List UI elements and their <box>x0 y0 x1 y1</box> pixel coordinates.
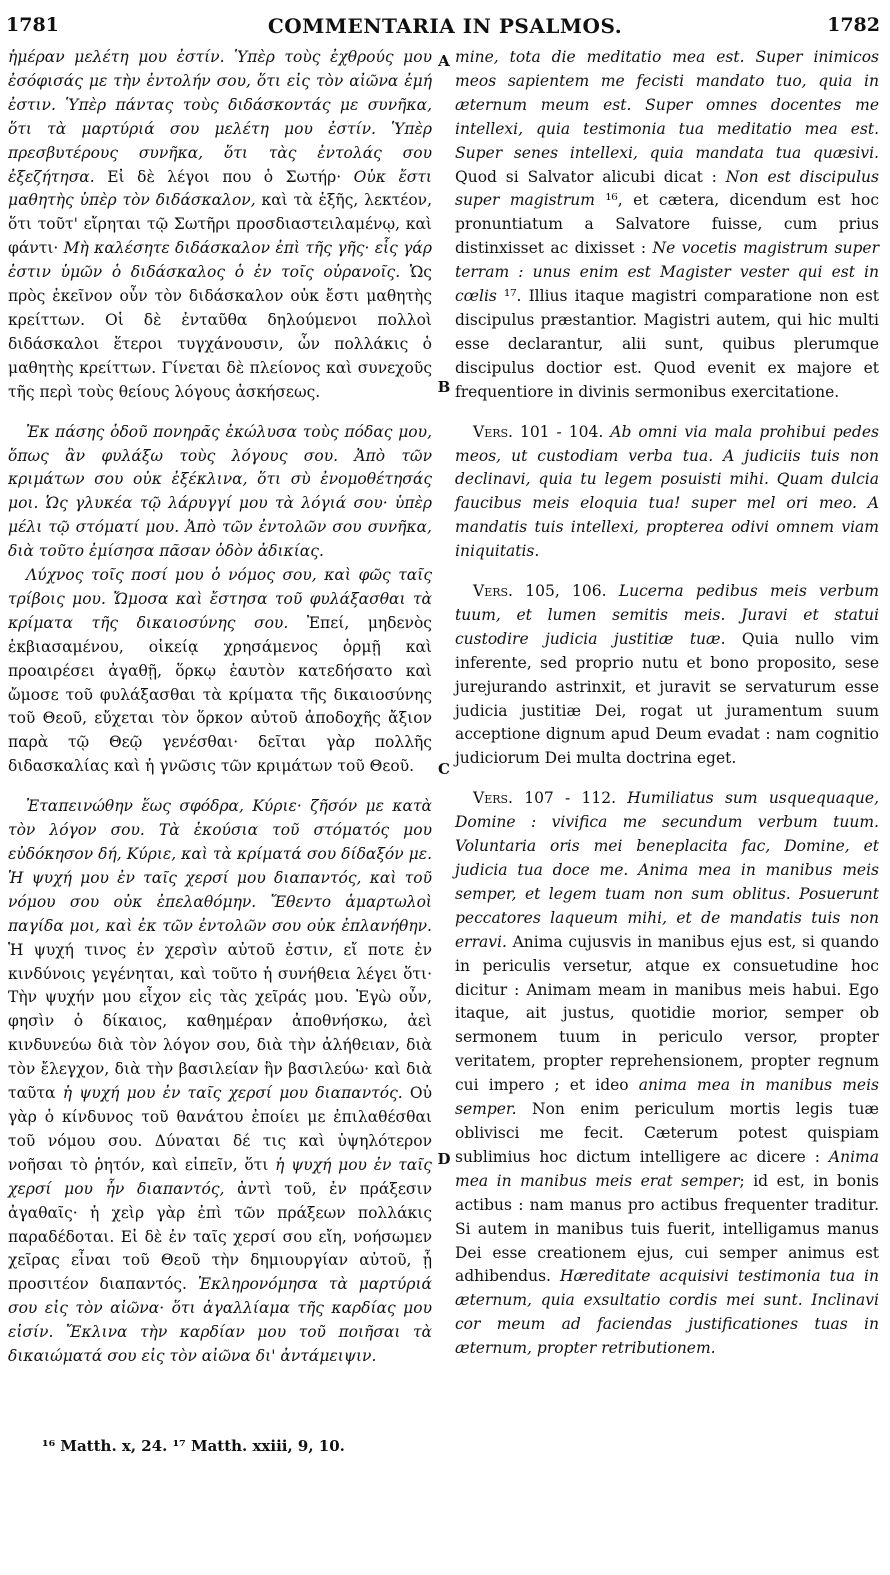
footnote-ref: ¹⁶, <box>594 191 623 210</box>
greek-text: Ἐταπεινώθην ἕως σφόδρα, Κύριε· ζῆσόν με κατὰ τὸν λόγον σου. Τὰ ἑκούσια τοῦ στόματός μου εὐδόκησον δή, Κύριε, καὶ τὰ κρίματά σου δίδαξόν με. Ἡ ψυχή μου ἐν ταῖς χερσί μου διαπαντός, καὶ τοῦ νόμου σου οὐκ ἐπελαθόμην. Ἔθεντο ἁμαρτωλοὶ παγίδα μοι, καὶ ἐκ τῶν ἐντολῶν σου οὐκ ἐπλανήθην. <box>8 797 432 935</box>
latin-paragraph-2 <box>455 421 879 564</box>
greek-paragraph-4 <box>8 795 432 1369</box>
verse-reference: Vers. 101 - 104. <box>473 422 604 441</box>
latin-text: Lucerna pedibus meis verbum tuum, et lumen semitis meis. Juravi et statui custodire judicia justitiæ tuæ. <box>455 582 879 648</box>
latin-text: Non enim periculum mortis legis tuæ oblivisci me fecit. Cæterum potest quispiam sublimius hoc dictum intelligere ac dicere : <box>455 1100 879 1166</box>
greek-text: ἡ ψυχή μου ἐν ταῖς χερσί μου διαπαντός. <box>55 1084 403 1103</box>
greek-paragraph-2 <box>8 421 432 564</box>
latin-text: Anima mea in manibus meis erat semper <box>455 1147 879 1190</box>
margin-marker-a: A <box>438 52 450 70</box>
greek-paragraph-3 <box>8 564 432 779</box>
greek-column <box>8 46 432 1369</box>
latin-text: anima mea in manibus meis semper. <box>455 1076 879 1119</box>
running-title: COMMENTARIA IN PSALMOS. <box>267 14 623 38</box>
latin-text: ; id est, in bonis actibus : nam manus pro actibus frequenter traditur. Si autem in manibus tuis fuerit, intelligamus manus Dei esse creationem ejus, cui semper animus est adhibendus. <box>455 1171 880 1286</box>
latin-paragraph-1 <box>455 46 879 405</box>
page-header <box>0 14 890 42</box>
latin-paragraph-3 <box>455 580 879 771</box>
greek-text: Οὐκ ἔστι μαθητὴς ὑπὲρ τὸν διδάσκαλον, <box>8 167 432 210</box>
greek-text: Ἐπεί, μηδενὸς ἐκβιασαμένου, οἰκείᾳ χρησάμενος ὁρμῇ καὶ προαιρέσει ἀγαθῇ, ὅρκῳ ἑαυτὸν κατεδήσατο καὶ ὤμοσε τοῦ φυλάξασθαι τὰ κρίματα τῆς δικαιοσύνης τοῦ Θεοῦ, εὔχεται τὸν ὅρκον αὐτοῦ ἀποδοχῆς ἄξιον παρὰ τῷ Θεῷ γενέσθαι· δεῖται γὰρ πολλῆς διδασκαλίας καὶ ἡ γνῶσις τῶν κριμάτων τοῦ Θεοῦ. <box>8 613 432 776</box>
page-number-left: 1781 <box>6 14 59 36</box>
latin-text: Hæreditate acquisivi testimonia tua in æternum, quia exsultatio cordis mei sunt. Inclinavi cor meum ad faciendas justificationes tuas in æternum, propter retributionem. <box>455 1267 879 1358</box>
greek-text: Ἡ ψυχή τινος ἐν χερσὶν αὐτοῦ ἐστιν, εἴ ποτε ἐν κινδύνοις γεγένηται, καὶ τοῦτο ἡ συνήθεια λέγει ὅτι· Τὴν ψυχήν μου εἶχον εἰς τὰς χεῖράς μου. Ἐγὼ οὖν, φησὶν ὁ δίκαιος, καθημέραν ἀποθνήσκω, ἀεὶ κινδυνεύω διὰ τὸν λόγον σου, διὰ τὴν ἀλήθειαν, διὰ τὸν ἔλεγχον, διὰ τὴν βασιλείαν ἣν βασιλεύω· καὶ διὰ ταῦτα <box>8 940 432 1103</box>
latin-text: et cætera, dicendum est hoc pronuntiatum a Salvatore fuisse, cum prius distinxisset ac dixisset : <box>455 191 880 258</box>
latin-text: Anima cujusvis in manibus ejus est, si quando in periculis versetur, atque ex consuetudine hoc dicitur : Animam meam in manibus meis habui. Ego itaque, ait justus, quotidie morior, semper ob sermonem tuum in periculo versor, propter veritatem, propter reprehensionem, propter regnum cui impero ; et ideo <box>455 932 879 1095</box>
greek-text: ἡμέραν μελέτη μου ἐστίν. Ὑπὲρ τοὺς ἐχθρούς μου ἐσόφισάς με τὴν ἐντολήν σου, ὅτι εἰς τὸν αἰῶνα ἐμή ἐστιν. Ὑπὲρ πάντας τοὺς διδάσκοντάς με συνῆκα, ὅτι τὰ μαρτύριά σου μελέτη μου ἐστίν. Ὑπὲρ πρεσβυτέρους συνῆκα, ὅτι τὰς ἐντολάς σου ἐξεζήτησα. <box>8 48 432 186</box>
latin-column <box>455 46 879 1361</box>
greek-text: Ἐκληρονόμησα τὰ μαρτύριά σου εἰς τὸν αἰῶνα· ὅτι ἀγαλλίαμα τῆς καρδίας μου εἰσίν. Ἔκλινα τὴν καρδίαν μου τοῦ ποιῆσαι τὰ δικαιώματά σου εἰς τὸν αἰῶνα δι' ἀντάμειψιν. <box>8 1275 433 1366</box>
verse-reference: Vers. 105, 106. <box>473 582 607 601</box>
latin-text: Ne vocetis magistrum super terram : unus enim est Magister vester qui est in cœlis <box>455 239 879 306</box>
latin-text: Quod si Salvator alicubi dicat : <box>455 167 726 186</box>
footnote-ref: ¹⁷. <box>496 287 522 306</box>
margin-marker-c: C <box>438 760 450 778</box>
greek-text: Εἰ δὲ λέγοι που ὁ Σωτήρ· <box>94 167 342 186</box>
latin-text: Humiliatus sum usquequaque, Domine : vivifica me secundum verbum tuum. Voluntaria oris mei beneplacita fac, Domine, et judicia tua doce me. Anima mea in manibus meis semper, et legem tuam non sum oblitus. Posuerunt peccatores laqueum mihi, et de mandatis tuis non erravi. <box>455 789 879 951</box>
greek-text: ἀντὶ τοῦ, ἐν πράξεσιν ἀγαθαῖς· ἡ χεὶρ γὰρ ἐπὶ τῶν πράξεων πολλάκις παραδέδοται. Εἰ δὲ ἐν ταῖς χερσί σου εἴη, νοήσωμεν χεῖρας εἶναι τοῦ Θεοῦ τὴν δημιουργίαν αὐτοῦ, ᾗ προσιτέον διαπαντός. <box>8 1179 432 1294</box>
greek-text: Ὡς πρὸς ἐκεῖνον οὖν τὸν διδάσκαλον οὐκ ἔστι μαθητὴς κρείττων. Οἱ δὲ ἐνταῦθα δηλούμενοι πολλοὶ διδάσκαλοι ἕτεροι τυγχάνουσιν, ὧν πολλάκις ὁ μαθητὴς κρείττων. Γίνεται δὲ πλείονος καὶ συνεχοῦς τῆς περὶ τοὺς θείους λόγους ἀσκήσεως. <box>8 263 432 401</box>
margin-marker-b: B <box>437 378 451 396</box>
latin-text: Quia nullo vim inferente, sed proprio nutu et bono proposito, sese jurejurando astrinxit, et juravit se servaturum esse judicia justitiæ Dei, rogat ut juramentum suum acceptione dignum apud Deum evadat : nam cognitio judiciorum Dei multa doctrina eget. <box>455 629 879 768</box>
latin-text: Ab omni via mala prohibui pedes meos, ut custodiam verba tua. A judiciis tuis non declinavi, quia tu legem posuisti mihi. Quam dulcia faucibus meis eloquia tua! super mel ori meo. A mandatis tuis intellexi, propterea odivi omnem viam iniquitatis. <box>455 422 879 561</box>
latin-text: mine, tota die meditatio mea est. Super inimicos meos sapientem me fecisti mandato tuo, quia in æternum meum est. Super omnes docentes me intellexi, quia testimonia tua meditatio mea est. Super senes intellexi, quia mandata tua quæsivi. <box>455 48 879 162</box>
page-number-right: 1782 <box>827 14 880 36</box>
greek-text: Ἐκ πάσης ὁδοῦ πονηρᾶς ἐκώλυσα τοὺς πόδας μου, ὅπως ἂν φυλάξω τοὺς λόγους σου. Ἀπὸ τῶν κριμάτων σου οὐκ ἐξέκλινα, ὅτι σὺ ἐνομοθέτησάς μοι. Ὡς γλυκέα τῷ λάρυγγί μου τὰ λόγιά σου· ὑπὲρ μέλι τῷ στόματί μου. Ἀπὸ τῶν ἐντολῶν σου συνῆκα, διὰ τοῦτο ἐμίσησα πᾶσαν ὁδὸν ἀδικίας. <box>8 422 432 561</box>
greek-text: ἡ ψυχή μου ἐν ταῖς χερσί μου ἦν διαπαντός, <box>8 1155 432 1198</box>
margin-marker-d: D <box>437 1150 451 1168</box>
greek-text: Μὴ καλέσητε διδάσκαλον ἐπὶ τῆς γῆς· εἷς γάρ ἐστιν ὑμῶν ὁ διδάσκαλος ὁ ἐν τοῖς οὐρανοῖς. <box>8 239 432 282</box>
footnotes: ¹⁶ Matth. x, 24. ¹⁷ Matth. xxiii, 9, 10. <box>42 1437 345 1455</box>
latin-text: Illius itaque magistri comparatione non est discipulus præstantior. Magistri autem, qui hic multi esse declarantur, alii sunt, quibus plerumque discipulus doctior est. Quod evenit ex majore et frequentiore in divinis sermonibus exercitatione. <box>455 287 880 401</box>
greek-text: Λύχνος τοῖς ποσί μου ὁ νόμος σου, καὶ φῶς ταῖς τρίβοις μου. Ὤμοσα καὶ ἔστησα τοῦ φυλάξασθαι τὰ κρίματα τῆς δικαιοσύνης σου. <box>8 566 432 632</box>
verse-reference: Vers. 107 - 112. <box>473 789 617 808</box>
greek-text: καὶ τὰ ἑξῆς, λεκτέον, ὅτι τοῦτ' εἴρηται τῷ Σωτῆρι προσδιαστειλαμένῳ, καὶ φάντι· <box>8 191 433 258</box>
greek-paragraph-1 <box>8 46 432 405</box>
latin-paragraph-4 <box>455 787 879 1361</box>
greek-text: Οὐ γὰρ ὁ κίνδυνος τοῦ θανάτου ἐποίει με ἐπιλαθέσθαι τοῦ νόμου σου. Δύναται δέ τις καὶ ὑψηλότερον νοῆσαι τὸ ῥητόν, καὶ εἰπεῖν, ὅτι <box>8 1084 433 1174</box>
latin-text: Non est discipulus super magistrum <box>455 167 879 210</box>
